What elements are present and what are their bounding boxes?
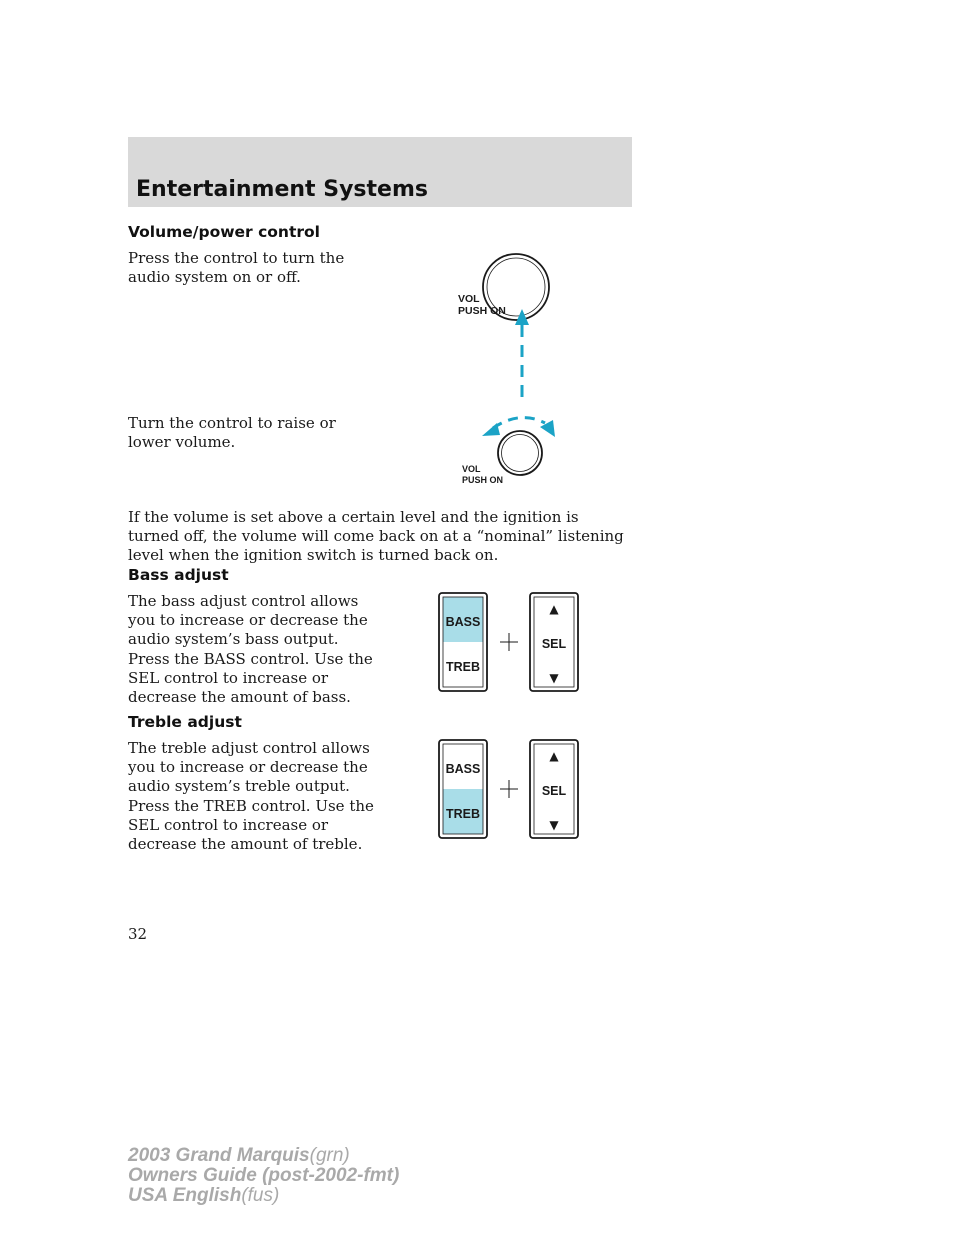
footer-line-1 <box>128 1146 399 1166</box>
footer-line-3 <box>128 1186 399 1206</box>
bass-treb-rocker <box>439 740 487 838</box>
bass-heading: Bass adjust <box>128 566 229 584</box>
footer-language: USA English <box>128 1185 242 1206</box>
treble-button-figure <box>435 737 585 842</box>
volume-knob-icon <box>498 431 542 475</box>
knob-label-push-on: PUSH ON <box>462 475 504 485</box>
sel-label: SEL <box>541 637 567 651</box>
knob-label-vol: VOL <box>462 464 481 474</box>
bass-label: BASS <box>445 615 481 629</box>
down-arrow-icon: ▼ <box>549 818 559 832</box>
volume-paragraph-2: Turn the control to raise or lower volume. <box>128 414 336 451</box>
sel-label: SEL <box>541 784 567 798</box>
knob-label-push-on: PUSH ON <box>458 305 506 317</box>
plus-icon <box>500 780 518 798</box>
treble-paragraph-2: Press the TREB control. Use the SEL control to increase or decrease the amount of treble. <box>128 797 374 853</box>
volume-push-figure <box>440 245 580 405</box>
footer-model-code: (grn) <box>309 1145 350 1166</box>
plus-icon <box>500 633 518 651</box>
footer-model: 2003 Grand Marquis <box>128 1145 310 1166</box>
push-arrow-icon <box>515 309 529 397</box>
treble-paragraph-1: The treble adjust control allows you to increase or decrease the audio system’s treble output. <box>128 739 370 795</box>
footer-line-2: Owners Guide (post-2002-fmt) <box>128 1165 400 1186</box>
up-arrow-icon: ▲ <box>549 749 559 763</box>
bass-paragraph-1: The bass adjust control allows you to increase or decrease the audio system’s bass output. <box>128 592 368 648</box>
bass-treb-rocker <box>439 593 487 691</box>
treb-label: TREB <box>445 660 481 674</box>
volume-paragraph-3: If the volume is set above a certain level and the ignition is turned off, the volume will come back on at a “nominal” listening level when the ignition switch is turned back on. <box>128 508 624 564</box>
bass-paragraph-2: Press the BASS control. Use the SEL control to increase or decrease the amount of bass. <box>128 650 373 706</box>
footer-language-code: (fus) <box>241 1185 280 1206</box>
volume-paragraph-1: Press the control to turn the audio system on or off. <box>128 249 345 286</box>
section-title: Entertainment Systems <box>136 177 428 202</box>
volume-heading: Volume/power control <box>128 223 320 241</box>
treble-heading: Treble adjust <box>128 713 242 731</box>
bass-button-figure <box>435 590 585 695</box>
volume-rotate-figure <box>445 405 575 490</box>
knob-label-vol: VOL <box>458 293 480 305</box>
page-number: 32 <box>128 925 148 943</box>
bass-label: BASS <box>445 762 481 776</box>
footer <box>128 1146 399 1206</box>
down-arrow-icon: ▼ <box>549 671 559 685</box>
up-arrow-icon: ▲ <box>549 602 559 616</box>
treb-label: TREB <box>445 807 481 821</box>
